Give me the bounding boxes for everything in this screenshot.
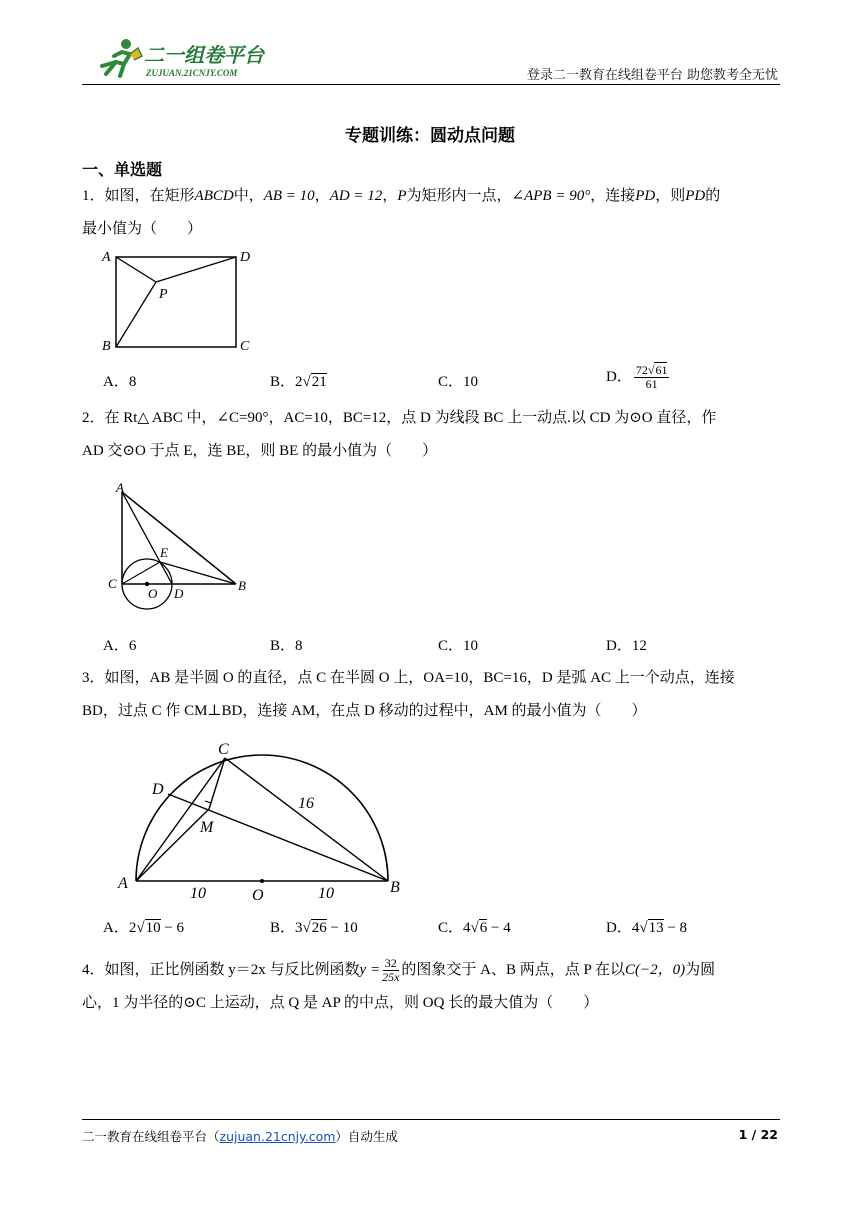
q3-option-c[interactable]: C．4√6 − 4 (438, 920, 511, 936)
q1-option-c[interactable]: C．10 (438, 374, 479, 390)
logo-title: 二一组卷平台 (144, 45, 264, 67)
q3-option-d[interactable]: D．4√13 − 8 (606, 920, 688, 936)
q3-option-b[interactable]: B．3√26 − 10 (270, 920, 358, 936)
label-A: A (102, 250, 111, 265)
question-number: 1． (82, 188, 105, 204)
footer-source: 二一教育在线组卷平台（zujuan.21cnjy.com）自动生成 (82, 1129, 398, 1144)
label-B: B (238, 578, 246, 593)
label-C: C (108, 576, 117, 591)
q3-semicircle-figure (112, 736, 412, 908)
question-3-line-2: BD，过点 C 作 CM⊥BD，连接 AM，在点 D 移动的过程中，AM 的最小值为（ ） (82, 703, 647, 719)
label-O: O (252, 887, 264, 904)
label-D: D (152, 781, 164, 798)
q2-triangle-figure (104, 480, 254, 610)
question-2-line-2: AD 交⊙O 于点 E，连 BE，则 BE 的最小值为（ ） (82, 443, 438, 459)
label-O: O (148, 586, 158, 601)
q1-rectangle-figure (98, 246, 258, 358)
question-1 (82, 180, 782, 246)
question-1-line-2: 最小值为（ ） (82, 221, 203, 237)
label-16: 16 (298, 795, 314, 812)
label-B: B (102, 339, 111, 354)
q2-option-c[interactable]: C．10 (438, 638, 479, 654)
label-10-left: 10 (190, 885, 206, 902)
header-divider (82, 84, 780, 85)
label-D: D (240, 250, 251, 265)
q2-option-a[interactable]: A．6 (103, 638, 137, 654)
runner-logo-icon (86, 34, 286, 84)
label-C: C (218, 741, 229, 758)
page-title: 专题训练：圆动点问题 (345, 126, 515, 146)
question-4 (82, 954, 782, 1020)
question-3-line-1: 3．如图，AB 是半圆 O 的直径，点 C 在半圆 O 上，OA=10，BC=16，D 是弧 AC 上一个动点，连接 (82, 670, 735, 686)
label-B: B (390, 879, 400, 896)
label-C: C (240, 339, 250, 354)
label-D: D (174, 586, 184, 601)
label-A: A (116, 480, 124, 495)
label-E: E (160, 545, 168, 560)
q1-option-b[interactable]: B．2√21 (270, 374, 327, 390)
question-2 (82, 402, 782, 468)
q3-option-a[interactable]: A．2√10 − 6 (103, 920, 185, 936)
question-4-line-2: 心，1 为半径的⊙C 上运动，点 Q 是 AP 的中点，则 OQ 长的最大值为（ ） (82, 995, 599, 1011)
q2-option-b[interactable]: B．8 (270, 638, 303, 654)
question-1-line-1: 1．如图，在矩形ABCD中，AB = 10，AD = 12，P为矩形内一点，∠APB = 90°，连接PD，则PD的 (82, 188, 721, 204)
q2-option-d[interactable]: D．12 (606, 638, 647, 654)
platform-logo (86, 34, 286, 84)
label-P: P (159, 287, 168, 302)
label-M: M (200, 819, 214, 836)
q1-option-d[interactable]: D． $\frac{72√61}{61}$ (606, 363, 668, 391)
footer-link[interactable]: zujuan.21cnjy.com (219, 1129, 336, 1144)
question-2-line-1: 2．在 Rt△ ABC 中，∠C=90°，AC=10，BC=12，点 D 为线段 BC 上一动点.以 CD 为⊙O 直径，作 (82, 410, 717, 426)
question-4-line-1: 4．如图，正比例函数 y＝2x 与反比例函数y = $\frac{32}{25x}$ 的图象交于 A、B 两点，点 P 在以C(−2，0)为圆 (82, 956, 716, 985)
q1-option-a[interactable]: A．8 (103, 374, 137, 390)
logo-subtitle: ZUJUAN.21CNJY.COM (146, 68, 238, 78)
section-heading: 一、单选题 (82, 160, 163, 179)
footer-divider (82, 1119, 780, 1120)
label-A: A (118, 875, 128, 892)
label-10-right: 10 (318, 885, 334, 902)
header-slogan: 登录二一教育在线组卷平台 助您教考全无忧 (526, 68, 778, 83)
question-3 (82, 662, 782, 728)
page-number: 1 / 22 (738, 1127, 778, 1142)
